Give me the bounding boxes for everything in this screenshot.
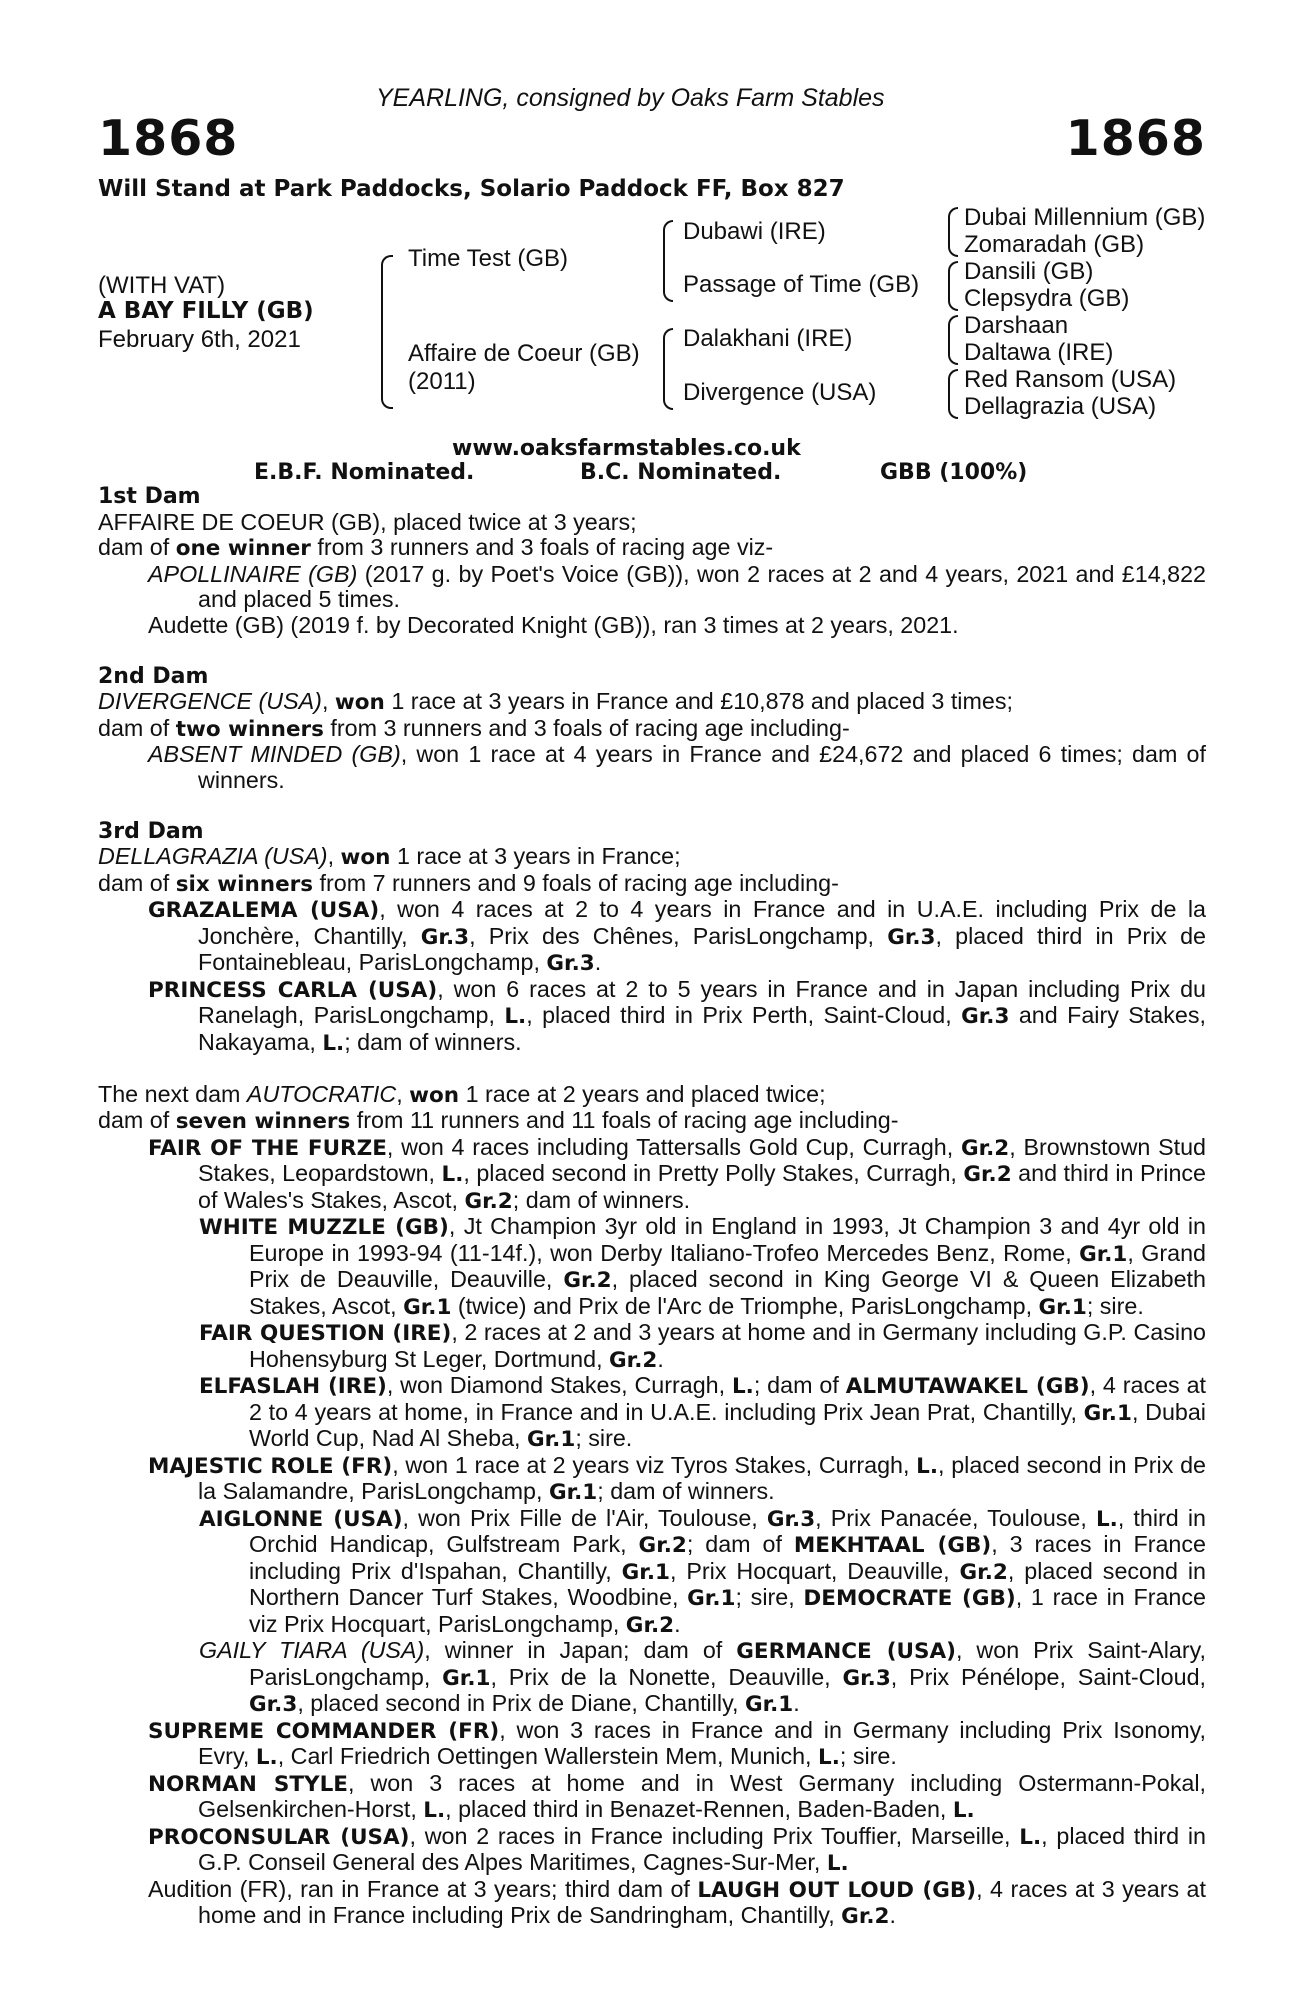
text-run: , (327, 843, 341, 869)
text-run: dam of (98, 1107, 176, 1133)
text-run: , placed second in Prix de Diane, Chantilly, (297, 1690, 745, 1716)
text-run: , 1 race in France viz Prix Hocquart, ParisLongchamp, (249, 1584, 1206, 1637)
grandsire: Dubawi (IRE) (683, 218, 826, 245)
brace-great-1 (948, 207, 958, 257)
text-run: , placed second in King George VI & Queen Elizabeth Stakes, Ascot, (249, 1266, 1206, 1319)
bold-text: Gr.1 (687, 1586, 736, 1611)
brace-great-2 (948, 261, 958, 311)
bold-text: MAJESTIC ROLE (FR) (148, 1453, 393, 1479)
text-line (98, 689, 1206, 716)
bold-text: Gr.2 (464, 1188, 513, 1214)
text-run: from 3 runners and 3 foals of racing age viz- (310, 534, 774, 560)
text-run: ; dam of winners. (512, 1186, 691, 1213)
sire: Time Test (GB) (408, 245, 569, 272)
text-run: from 7 runners and 9 foals of racing age including- (313, 869, 839, 896)
text-run: . (889, 1902, 896, 1928)
bold-text: two winners (175, 716, 324, 742)
italic-name: DELLAGRAZIA (USA) (98, 843, 328, 869)
spacer (98, 638, 1206, 664)
bold-text: Gr.2 (963, 1162, 1012, 1187)
bold-text: seven winners (175, 1109, 351, 1134)
text-run: , placed third in Prix Perth, Saint-Cloud, (526, 1002, 962, 1028)
text-run: , (396, 1080, 410, 1107)
text-run: , Grand Prix de Deauville, Deauville, (249, 1239, 1206, 1292)
website-link[interactable]: www.oaksfarmstables.co.uk (452, 436, 801, 461)
bold-text: Gr.2 (959, 1559, 1008, 1585)
brace-sire-dam (381, 255, 393, 409)
text-run: , won Prix Saint-Alary, ParisLongchamp, (249, 1637, 1206, 1690)
catalogue-page-body (98, 484, 1206, 1930)
bold-text: Gr.1 (1038, 1294, 1087, 1320)
bold-text: L. (423, 1798, 446, 1823)
text-run: dam of (98, 534, 176, 560)
progeny-entry (98, 897, 1206, 977)
bold-text: Gr.2 (609, 1347, 658, 1373)
progeny-entry (98, 1824, 1206, 1877)
text-run: ; dam of (753, 1372, 846, 1398)
italic-name: AUTOCRATIC (246, 1080, 397, 1107)
text-run: , won Diamond Stakes, Curragh, (386, 1372, 732, 1398)
text-run: ; dam of winners. (597, 1478, 775, 1504)
catalogue-subtitle: YEARLING, consigned by Oaks Farm Stables (376, 84, 885, 112)
great-grandparent-7: Red Ransom (USA) (964, 366, 1177, 393)
spacer (98, 1056, 1206, 1082)
bold-text: Gr.1 (527, 1427, 576, 1452)
dam: Affaire de Coeur (GB) (408, 340, 640, 367)
bold-text: Gr.3 (546, 951, 595, 976)
progeny-entry (98, 977, 1206, 1057)
bold-text: won (340, 845, 391, 870)
great-grandparent-1: Dubai Millennium (GB) (964, 204, 1206, 231)
granddam: Divergence (USA) (683, 379, 877, 406)
italic-name: ABSENT MINDED (GB) (148, 741, 401, 767)
text-run: . (594, 949, 602, 975)
text-run: 1 race at 3 years in France and £10,878 and placed 3 times; (384, 688, 1013, 714)
bold-text: six winners (175, 871, 314, 897)
text-run: . (657, 1345, 664, 1372)
bold-text: Gr.2 (563, 1268, 612, 1293)
lot-number-right: 1868 (1065, 110, 1206, 167)
ebf-nomination: E.B.F. Nominated. (254, 460, 475, 485)
vat-note: (WITH VAT) (98, 272, 226, 299)
bold-text: Gr.2 (841, 1904, 890, 1929)
bold-text: Gr.1 (403, 1294, 452, 1320)
italic-name: APOLLINAIRE (GB) (148, 560, 358, 587)
bold-text: Gr.2 (960, 1135, 1010, 1161)
dam-year: (2011) (408, 368, 476, 395)
section-heading (98, 819, 1206, 845)
sub-progeny-entry (98, 1373, 1206, 1453)
brace-dam-line (663, 328, 673, 410)
bold-text: Gr.1 (621, 1559, 670, 1585)
bold-text: PRINCESS CARLA (USA) (148, 977, 438, 1003)
text-run: dam of (98, 714, 176, 741)
bold-text: L. (952, 1798, 975, 1823)
bold-text: Gr.1 (548, 1480, 598, 1505)
text-line (98, 1082, 1206, 1109)
bold-text: Gr.2 (625, 1612, 675, 1638)
bold-text: L. (1095, 1506, 1118, 1532)
bold-text: PROCONSULAR (USA) (148, 1824, 410, 1850)
text-run: Audette (GB) (2019 f. by Decorated Knight (GB)), ran 3 times at 2 years, 2021. (148, 611, 959, 638)
section-heading (98, 484, 1206, 510)
foaling-date: February 6th, 2021 (98, 326, 301, 353)
text-run: , 3 races in France including Prix d'Ispahan, Chantilly, (249, 1531, 1206, 1584)
gbb-status: GBB (100%) (880, 460, 1028, 485)
bold-text: L. (441, 1162, 464, 1187)
text-run: ; dam of (686, 1531, 794, 1557)
horse-name: A BAY FILLY (GB) (98, 298, 314, 324)
text-run: from 11 runners and 11 foals of racing age including- (350, 1107, 899, 1133)
italic-name: DIVERGENCE (USA) (98, 688, 322, 714)
sub-progeny-entry (98, 1638, 1206, 1718)
progeny-entry (98, 1877, 1206, 1930)
text-run: , (321, 688, 335, 714)
spacer (98, 793, 1206, 819)
bold-text: L. (916, 1453, 939, 1479)
sub-progeny-entry (98, 1214, 1206, 1320)
great-grandparent-4: Clepsydra (GB) (964, 285, 1130, 312)
bold-text: Gr.1 (744, 1692, 794, 1717)
progeny-entry (98, 613, 1206, 639)
brace-great-3 (948, 315, 958, 365)
bold-text: ALMUTAWAKEL (GB) (845, 1374, 1090, 1399)
bold-text: Gr.3 (766, 1506, 816, 1532)
text-run: , placed third in Benazet-Rennen, Baden-Baden, (445, 1796, 953, 1822)
bold-text: GRAZALEMA (USA) (148, 898, 380, 923)
text-line (98, 1108, 1206, 1135)
text-run: , Brownstown Stud Stakes, Leopardstown, (198, 1133, 1206, 1186)
text-run: , won 3 races in France and in Germany including Prix Isonomy, Evry, (198, 1716, 1206, 1769)
bold-text: L. (322, 1030, 345, 1056)
text-run: , placed second in Pretty Polly Stakes, Curragh, (463, 1160, 964, 1186)
text-run: , won 1 race at 2 years viz Tyros Stakes, Curragh, (392, 1451, 917, 1478)
progeny-entry (98, 1771, 1206, 1824)
section-heading (98, 664, 1206, 690)
text-run: 2nd Dam (98, 663, 209, 689)
text-run: , Carl Friedrich Oettingen Wallerstein Mem, Munich, (277, 1743, 818, 1769)
text-run: and third in Prince of Wales's Stakes, Ascot, (198, 1160, 1207, 1213)
bold-text: L. (818, 1745, 840, 1770)
progeny-entry (98, 742, 1206, 793)
text-run: , placed third in G.P. Conseil General des Alpes Maritimes, Cagnes-Sur-Mer, (198, 1822, 1206, 1875)
text-run: , won 6 races at 2 to 5 years in France and in Japan including Prix du Ranelagh, ParisLongchamp, (198, 975, 1206, 1028)
text-run: and Fairy Stakes, Nakayama, (198, 1002, 1206, 1055)
bold-text: L. (826, 1851, 849, 1876)
text-run: , Jt Champion 3yr old in England in 1993, Jt Champion 3 and 4yr old in Europe in 1993-94 (11-14f.), won Derby Italiano-Trofeo Mercedes Benz, Rome, (249, 1213, 1206, 1266)
text-run: , Prix Pénélope, Saint-Cloud, (890, 1663, 1207, 1690)
bold-text: AIGLONNE (USA) (199, 1506, 403, 1532)
bold-text: MEKHTAAL (GB) (793, 1533, 992, 1558)
bold-text: L. (504, 1004, 527, 1029)
bold-text: L. (1019, 1824, 1042, 1850)
text-run: , winner in Japan; dam of (424, 1637, 737, 1663)
text-run: ; sire. (839, 1743, 897, 1769)
text-run: . (674, 1610, 681, 1637)
text-run: , 2 races at 2 and 3 years at home and in Germany including G.P. Casino Hohensyburg St Leger, Dortmund, (249, 1319, 1206, 1372)
bold-text: Gr.2 (638, 1533, 687, 1558)
text-run: 1st Dam (98, 484, 201, 509)
bold-text: L. (255, 1745, 278, 1770)
stand-location: Will Stand at Park Paddocks, Solario Paddock FF, Box 827 (98, 176, 845, 202)
bold-text: Gr.3 (887, 924, 936, 950)
text-run: , won 2 races in France including Prix Touffier, Marseille, (409, 1822, 1020, 1849)
bold-text: Gr.3 (961, 1004, 1010, 1029)
bold-text: Gr.1 (442, 1665, 491, 1691)
text-run: AFFAIRE DE COEUR (GB), placed twice at 3 years; (98, 508, 637, 535)
sub-progeny-entry (98, 1506, 1206, 1639)
bold-text: one winner (175, 536, 311, 561)
text-run: 1 race at 2 years and placed twice; (459, 1080, 826, 1107)
bold-text: won (409, 1082, 460, 1108)
text-line (98, 510, 1206, 536)
text-run: , Prix Hocquart, Deauville, (669, 1557, 960, 1584)
bold-text: L. (731, 1374, 754, 1399)
text-line (98, 871, 1206, 898)
bold-text: DEMOCRATE (GB) (803, 1586, 1016, 1611)
text-run: ; sire, (735, 1584, 804, 1610)
text-run: 3rd Dam (98, 818, 204, 844)
italic-name: GAILY TIARA (USA) (199, 1637, 425, 1663)
text-run: , won 4 races including Tattersalls Gold Cup, Curragh, (386, 1133, 961, 1160)
brace-sire-line (663, 220, 673, 302)
text-run: 1 race at 3 years in France; (390, 843, 681, 869)
text-run: , third in Orchid Handicap, Gulfstream Park, (249, 1504, 1206, 1557)
sub-progeny-entry (98, 1320, 1206, 1373)
bold-text: GERMANCE (USA) (736, 1639, 956, 1664)
bold-text: ELFASLAH (IRE) (199, 1374, 387, 1399)
text-run: (twice) and Prix de l'Arc de Triomphe, ParisLongchamp, (451, 1292, 1039, 1319)
bold-text: won (334, 690, 385, 715)
text-run: , won 3 races at home and in West Germany including Ostermann-Pokal, Gelsenkirchen-Horst, (198, 1769, 1206, 1822)
text-run: , Dubai World Cup, Nad Al Sheba, (249, 1398, 1206, 1451)
text-run: , placed third in Prix de Fontainebleau, ParisLongchamp, (198, 922, 1207, 975)
bold-text: SUPREME COMMANDER (FR) (148, 1718, 500, 1744)
text-run: dam of (98, 869, 176, 896)
lot-number-left: 1868 (98, 110, 239, 167)
bold-text: NORMAN STYLE (148, 1771, 348, 1797)
text-run: Audition (FR), ran in France at 3 years; third dam of (148, 1875, 698, 1902)
progeny-entry (98, 1718, 1206, 1771)
bold-text: Gr.3 (420, 924, 470, 950)
great-grandparent-3: Dansili (GB) (964, 258, 1094, 285)
bold-text: Gr.3 (249, 1692, 298, 1717)
text-run: , Prix de la Nonette, Deauville, (490, 1663, 843, 1690)
dam-sire: Dalakhani (IRE) (683, 325, 853, 352)
text-run: ; sire. (1086, 1292, 1144, 1319)
text-run: (2017 g. by Poet's Voice (GB)), won 2 races at 2 and 4 years, 2021 and £14,822 and placed 5 times. (198, 560, 1207, 612)
text-run: , won 4 races at 2 to 4 years in France and in U.A.E. including Prix de la Jonchère, Chantilly, (198, 896, 1206, 949)
bc-nomination: B.C. Nominated. (580, 460, 782, 485)
progeny-entry (98, 1135, 1206, 1215)
great-grandparent-6: Daltawa (IRE) (964, 339, 1114, 366)
great-grandparent-2: Zomaradah (GB) (964, 231, 1145, 258)
text-line (98, 844, 1206, 871)
text-run: , Prix Panacée, Toulouse, (815, 1504, 1096, 1531)
progeny-entry (98, 1453, 1206, 1506)
text-run: , 4 races at 2 to 4 years at home, in France and in U.A.E. including Prix Jean Prat, Chantilly, (249, 1372, 1206, 1425)
text-run: . (793, 1690, 800, 1716)
text-run: , placed second in Northern Dancer Turf Stakes, Woodbine, (249, 1557, 1206, 1610)
bold-text: FAIR QUESTION (IRE) (199, 1321, 452, 1346)
brace-great-4 (948, 369, 958, 419)
text-run: , Prix des Chênes, ParisLongchamp, (469, 922, 888, 949)
text-line (98, 716, 1206, 743)
bold-text: WHITE MUZZLE (GB) (199, 1215, 449, 1240)
bold-text: Gr.3 (842, 1665, 891, 1691)
text-run: , won Prix Fille de l'Air, Toulouse, (402, 1504, 767, 1531)
text-run: , won 1 race at 4 years in France and £24,672 and placed 6 times; dam of winners. (198, 741, 1206, 793)
text-run: The next dam (98, 1080, 247, 1107)
great-grandparent-8: Dellagrazia (USA) (964, 393, 1157, 420)
progeny-entry (98, 562, 1206, 613)
text-run: ; dam of winners. (344, 1028, 522, 1055)
sire-dam: Passage of Time (GB) (683, 271, 920, 298)
bold-text: Gr.1 (1079, 1241, 1128, 1267)
text-line (98, 535, 1206, 562)
great-grandparent-5: Darshaan (964, 312, 1069, 339)
text-run: ; sire. (575, 1425, 633, 1451)
text-run: , placed second in Prix de la Salamandre, ParisLongchamp, (198, 1451, 1206, 1504)
text-run: from 3 runners and 3 foals of racing age including- (323, 714, 850, 741)
bold-text: FAIR OF THE FURZE (148, 1135, 387, 1161)
text-run: , 4 races at 3 years at home and in France including Prix de Sandringham, Chantilly, (198, 1875, 1206, 1928)
bold-text: LAUGH OUT LOUD (GB) (697, 1877, 977, 1903)
bold-text: Gr.1 (1083, 1400, 1132, 1426)
